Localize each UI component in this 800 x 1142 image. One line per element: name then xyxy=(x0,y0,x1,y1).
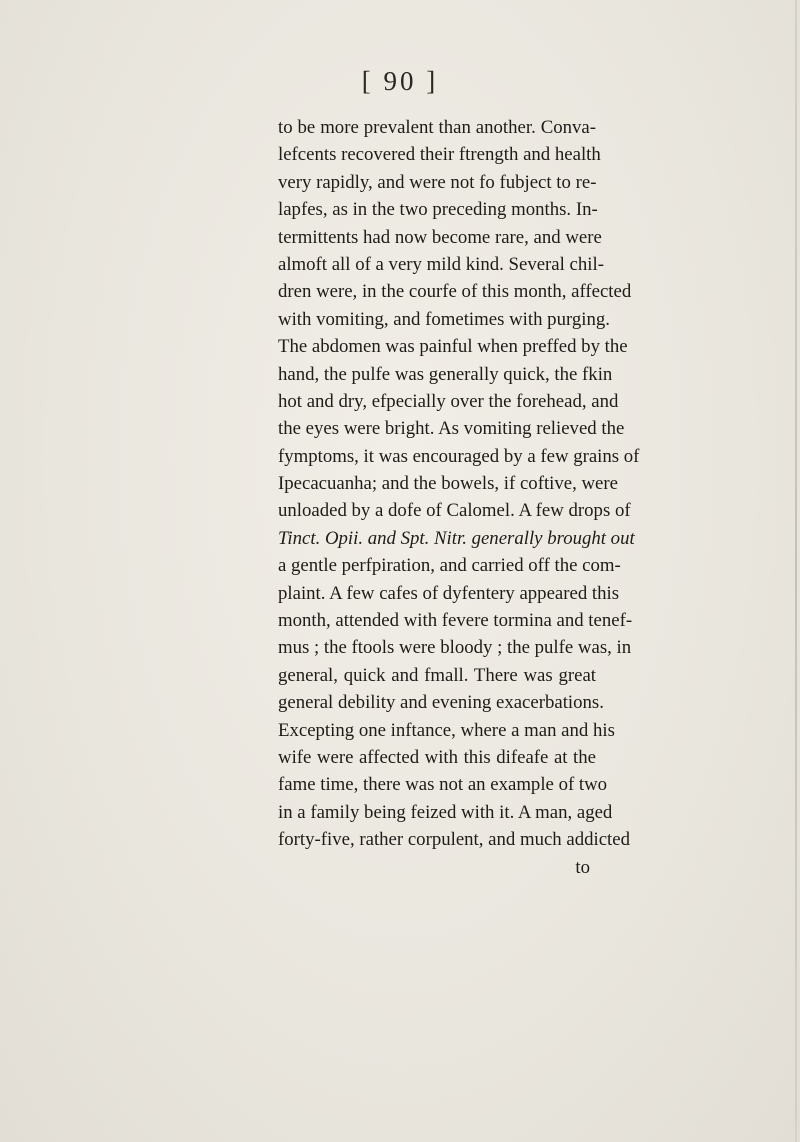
text-line-11: hot and dry, efpecially over the forehead, and xyxy=(278,390,619,412)
catchword: to xyxy=(575,856,590,878)
text-line-23: Excepting one inftance, where a man and his xyxy=(278,719,615,741)
text-line-6: almoft all of a very mild kind. Several chil- xyxy=(278,253,604,275)
text-line-17: a gentle perfpiration, and carried off the com- xyxy=(278,555,621,577)
text-line-10: hand, the pulfe was generally quick, the fkin xyxy=(278,363,613,385)
text-line-16: Tinct. Opii. and Spt. Nitr. generally brought out xyxy=(278,527,635,549)
text-line-18: plaint. A few cafes of dyfentery appeared this xyxy=(278,582,620,604)
text-line-15: unloaded by a dofe of Calomel. A few drops of xyxy=(278,500,631,522)
text-line-19: month, attended with fevere tormina and tenef- xyxy=(278,610,633,632)
text-line-3: very rapidly, and were not fo fubject to re- xyxy=(278,171,597,193)
text-line-2: lefcents recovered their ftrength and health xyxy=(278,144,601,166)
text-line-26: in a family being feized with it. A man, aged xyxy=(278,801,613,823)
body-text xyxy=(278,114,640,881)
text-line-27: forty-five, rather corpulent, and much addicted xyxy=(278,829,631,851)
text-line-5: termittents had now become rare, and were xyxy=(278,226,602,248)
page-edge xyxy=(795,0,797,1142)
text-line-9: The abdomen was painful when preffed by the xyxy=(278,336,628,358)
text-line-7: dren were, in the courfe of this month, affected xyxy=(278,281,632,303)
text-line-21: general, quick and fmall. There was great xyxy=(278,664,596,686)
text-line-12: the eyes were bright. As vomiting relieved the xyxy=(278,418,625,440)
page-number: [ 90 ] xyxy=(361,66,439,96)
text-line-4: lapfes, as in the two preceding months. In- xyxy=(278,199,598,221)
text-line-13: fymptoms, it was encouraged by a few grains of xyxy=(278,445,640,467)
text-line-1: to be more prevalent than another. Conva- xyxy=(278,117,596,138)
text-line-25: fame time, there was not an example of two xyxy=(278,774,608,796)
text-line-14: Ipecacuanha; and the bowels, if coftive, were xyxy=(278,473,618,495)
text-line-24: wife were affected with this difeafe at the xyxy=(278,746,596,768)
text-line-20: mus ; the ftools were bloody ; the pulfe was, in xyxy=(278,637,632,659)
text-line-22: general debility and evening exacerbations. xyxy=(278,692,604,714)
text-line-8: with vomiting, and fometimes with purging. xyxy=(278,308,610,330)
